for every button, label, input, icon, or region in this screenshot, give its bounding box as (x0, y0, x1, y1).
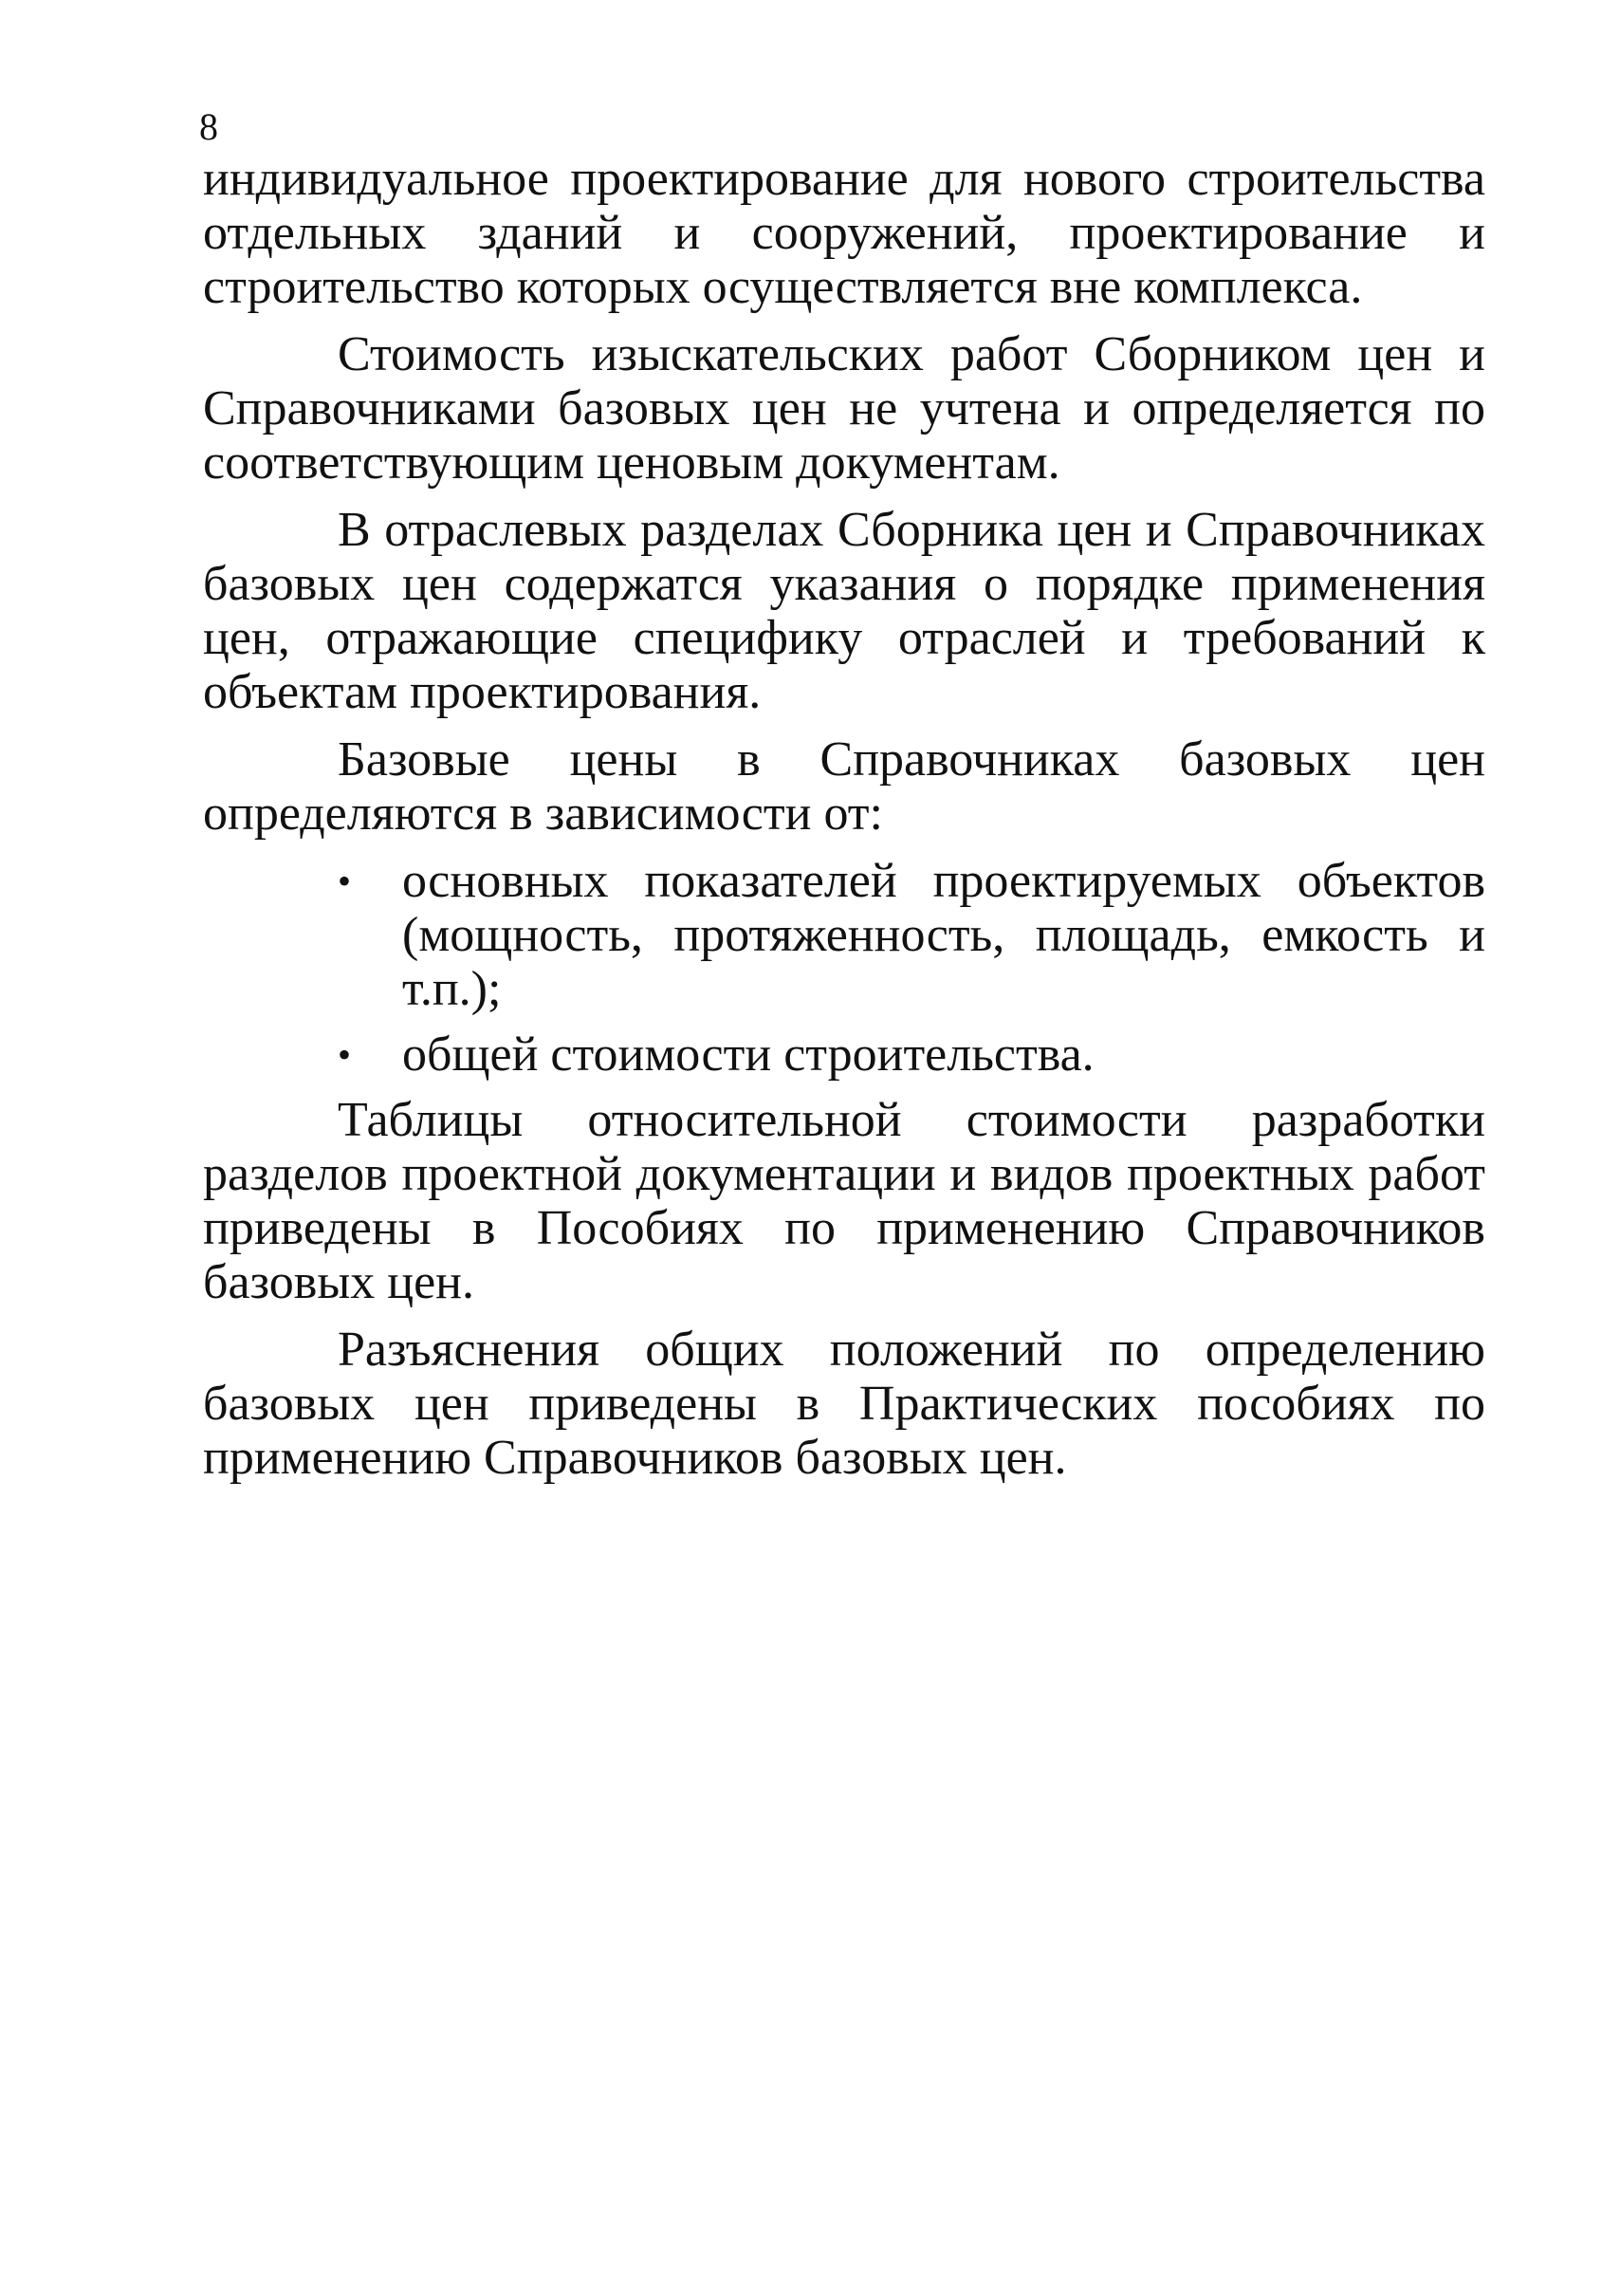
page-number: 8 (199, 105, 218, 148)
paragraph-continuation: индивидуальное проектирование для нового строительства отдельных зданий и сооружений, проектирование и строительство которых осуществляется вне комплекса. (203, 152, 1485, 314)
paragraph-relative-cost-tables: Таблицы относительной стоимости разработки разделов проектной документации и видов проектных работ приведены в Пособиях по применению Справочников базовых цен. (203, 1093, 1485, 1309)
list-item-text: общей стоимости строительства. (402, 1028, 1095, 1082)
list-item-text: основных показателей проектируемых объектов (мощность, протяженность, площадь, емкость и т.п.); (402, 854, 1485, 1016)
bullet-icon: • (338, 1033, 352, 1076)
list-item (338, 854, 1485, 1016)
paragraph-explanations: Разъяснения общих положений по определению базовых цен приведены в Практических пособиях по применению Справочников базовых цен. (203, 1323, 1485, 1485)
paragraph-survey-cost: Стоимость изыскательских работ Сборником цен и Справочниками базовых цен не учтена и определяется по соответствующим ценовым документам. (203, 327, 1485, 490)
list-item (338, 1028, 1485, 1082)
body-text (203, 152, 1485, 1498)
bullet-icon: • (338, 860, 352, 902)
paragraph-industry-sections: В отраслевых разделах Сборника цен и Справочниках базовых цен содержатся указания о порядке применения цен, отражающие специфику отраслей и требований к объектам проектирования. (203, 503, 1485, 719)
paragraph-base-prices: Базовые цены в Справочниках базовых цен определяются в зависимости от: (203, 732, 1485, 841)
bullet-list (203, 854, 1485, 1082)
